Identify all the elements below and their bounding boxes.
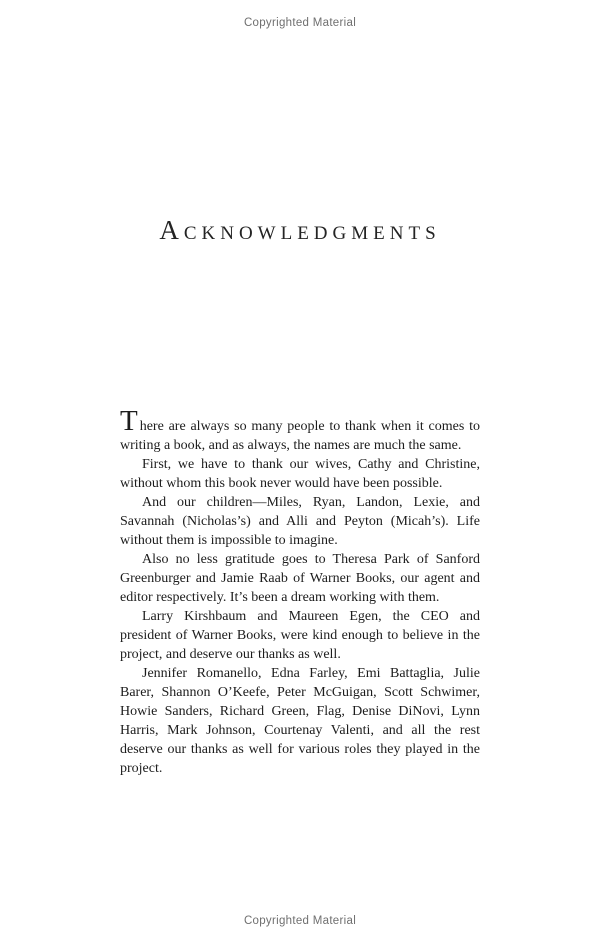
body-text xyxy=(120,405,480,778)
paragraph xyxy=(120,405,480,455)
paragraph: Also no less gratitude goes to Theresa Park of Sanford Greenburger and Jamie Raab of Warner Books, our agent and editor respectively. It’s been a dream working with them. xyxy=(120,552,480,605)
paragraph: Larry Kirshbaum and Maureen Egen, the CEO and president of Warner Books, were kind enough to believe in the project, and deserve our thanks as well. xyxy=(120,609,480,662)
copyright-notice-top: Copyrighted Material xyxy=(243,17,357,29)
paragraph: First, we have to thank our wives, Cathy and Christine, without whom this book never would have been possible. xyxy=(120,457,480,491)
paragraph-text: here are always so many people to thank when it comes to writing a book, and as always, the names are much the same. xyxy=(120,419,480,453)
paragraph: And our children—Miles, Ryan, Landon, Lexie, and Savannah (Nicholas’s) and Alli and Peyton (Micah’s). Life without them is impossible to imagine. xyxy=(120,495,480,548)
drop-cap: T xyxy=(120,405,138,437)
page-title: ACKNOWLEDGMENTS xyxy=(159,215,441,245)
copyright-notice-bottom: Copyrighted Material xyxy=(243,915,357,927)
paragraph: Jennifer Romanello, Edna Farley, Emi Battaglia, Julie Barer, Shannon O’Keefe, Peter McGuigan, Scott Schwimer, Howie Sanders, Richard Green, Flag, Denise DiNovi, Lynn Harris, Mark Johnson, Courtenay Valenti, and all the rest deserve our thanks as well for various roles they played in the project. xyxy=(120,666,480,776)
